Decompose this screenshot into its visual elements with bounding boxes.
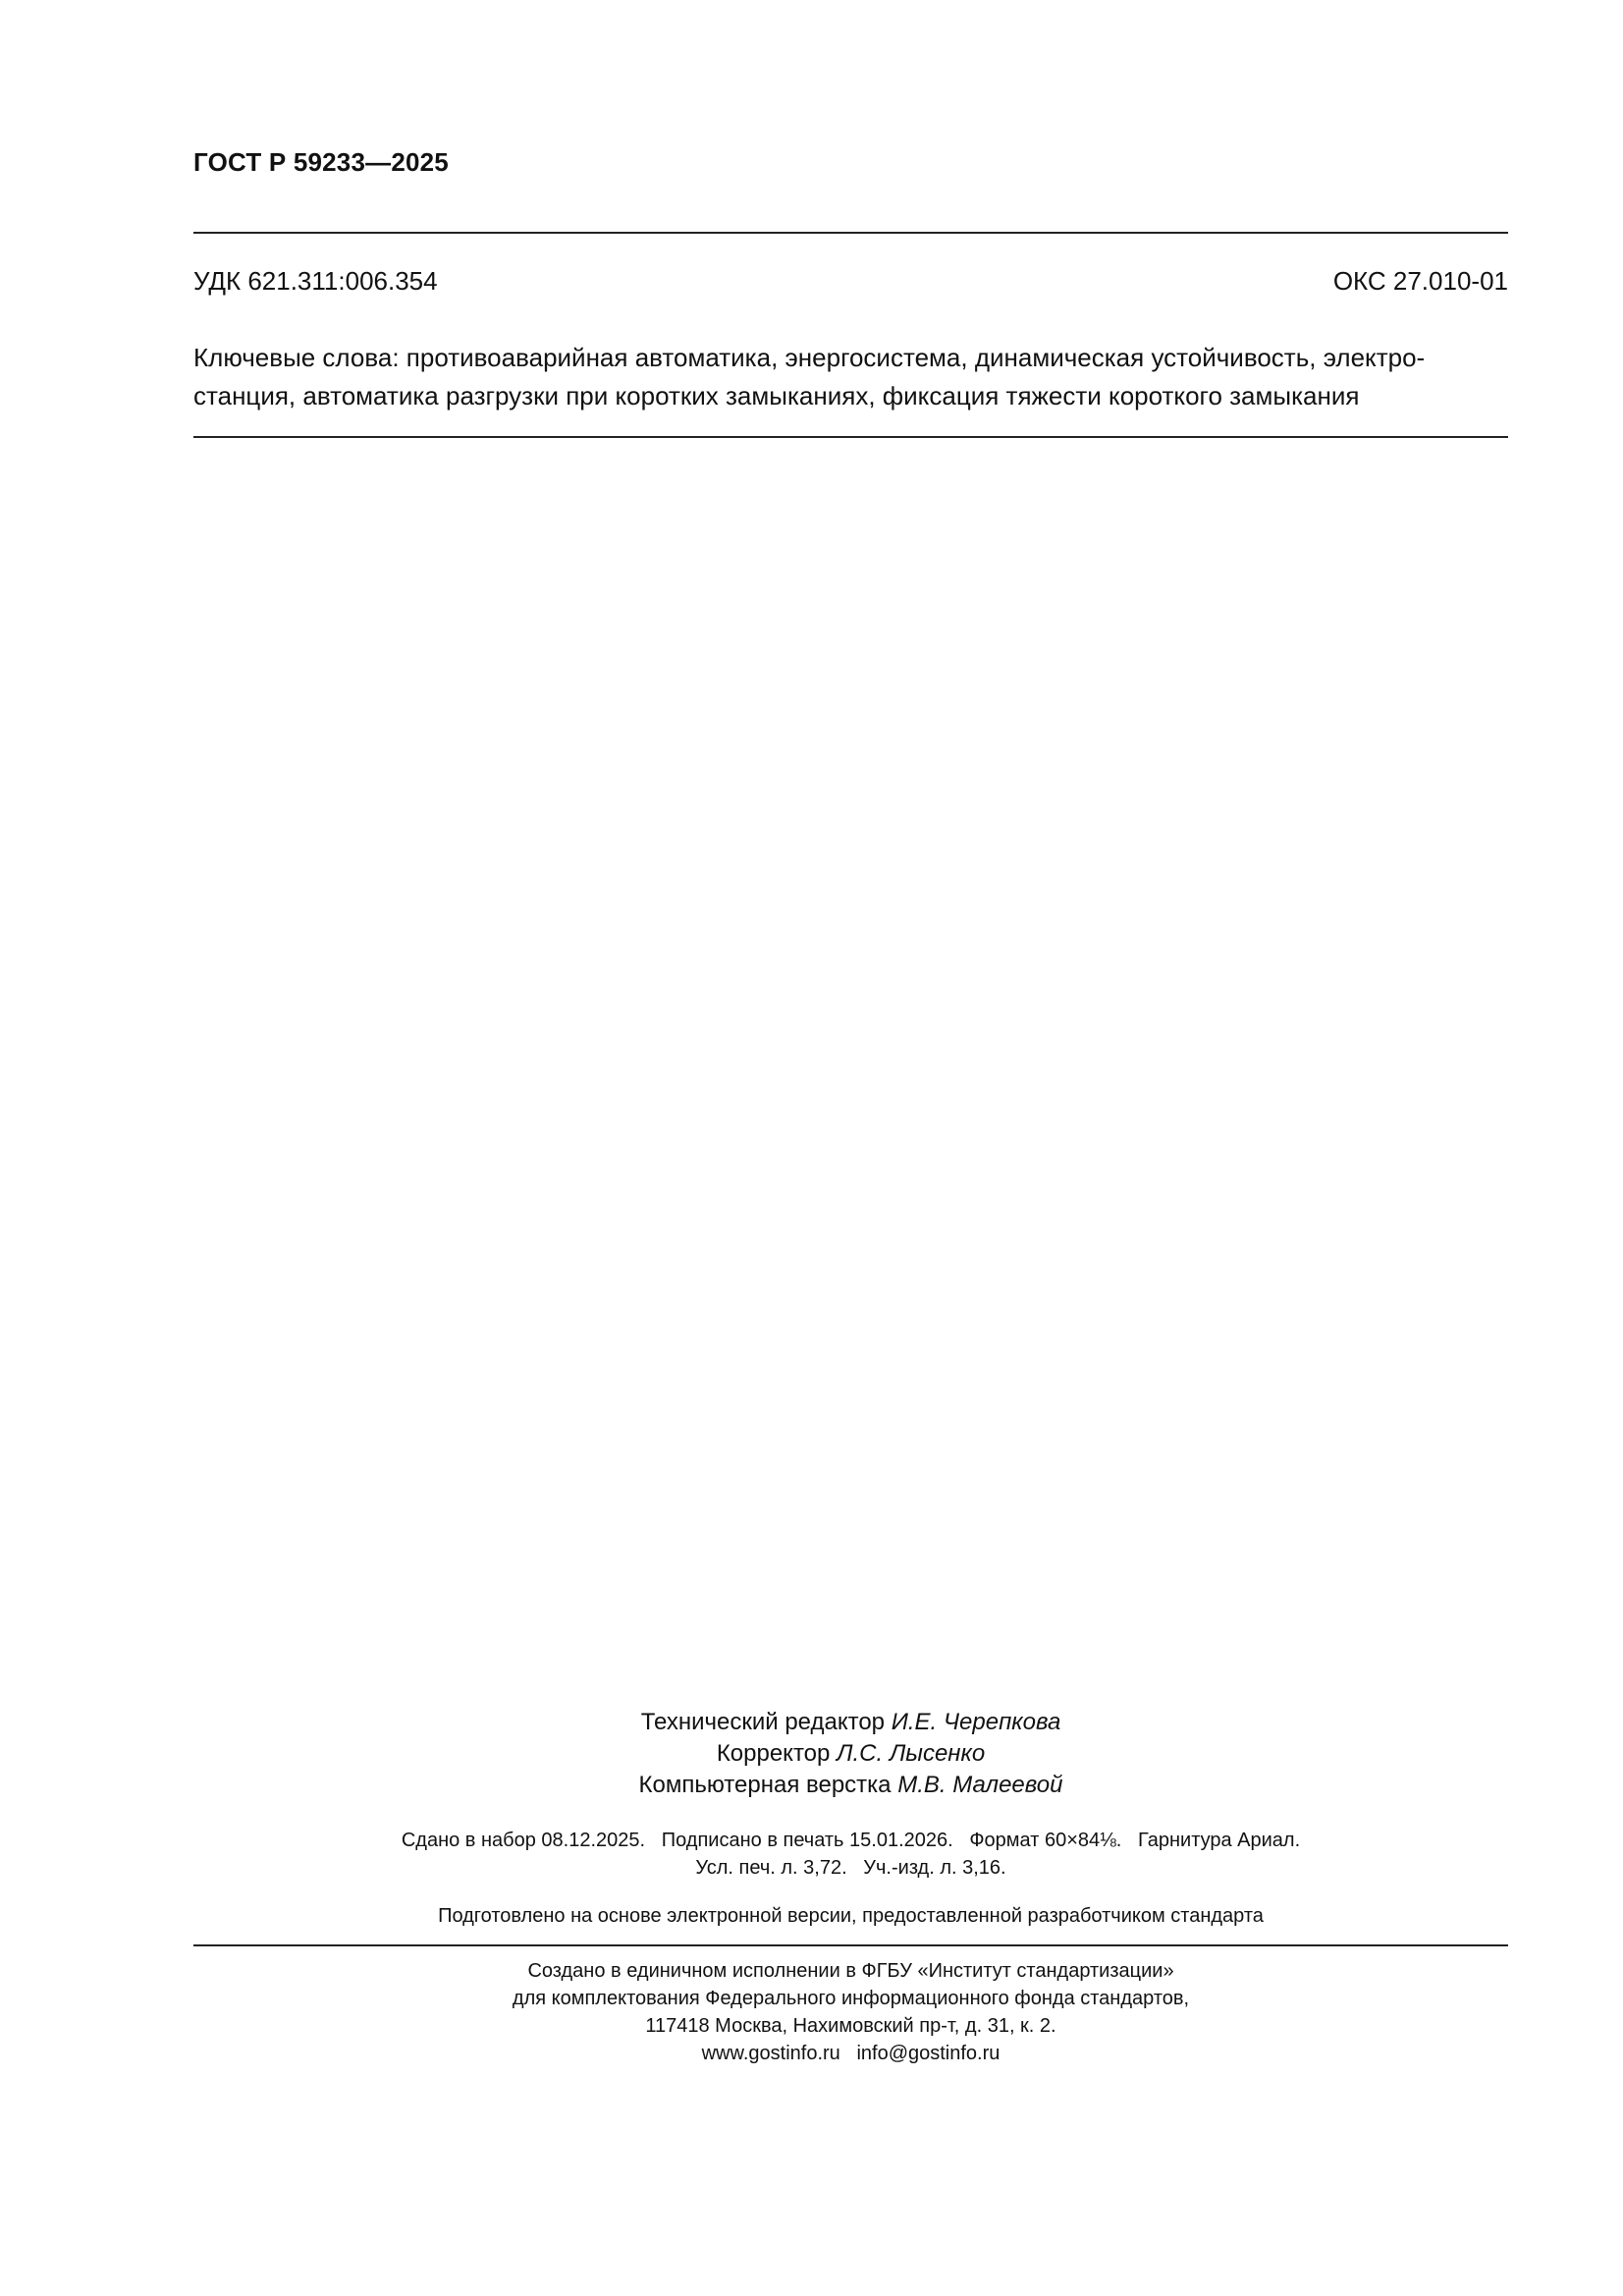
- credits-block: [193, 1707, 1508, 1801]
- keywords-divider: [193, 436, 1508, 438]
- prepared-note: Подготовлено на основе электронной версии, предоставленной разработчиком стандарта: [438, 1905, 1264, 1927]
- footer-line: Создано в единичном исполнении в ФГБУ «Институт стандартизации»: [527, 1960, 1174, 1982]
- credit-role: Технический редактор: [640, 1709, 892, 1735]
- footer-line: 117418 Москва, Нахимовский пр-т, д. 31, к. 2.: [645, 2015, 1056, 2037]
- oks-code: ОКС 27.010-01: [1332, 266, 1508, 296]
- tech-editor-credit: [193, 1707, 1508, 1738]
- credit-name: М.В. Малеевой: [897, 1772, 1063, 1798]
- corrector-credit: [193, 1738, 1508, 1770]
- credit-role: Корректор: [716, 1740, 838, 1767]
- imprint-block: [193, 1827, 1508, 1882]
- credit-name: Л.С. Лысенко: [837, 1740, 986, 1767]
- credit-role: Компьютерная верстка: [638, 1772, 898, 1798]
- publisher-footer: [193, 1957, 1508, 2067]
- keywords-line: Ключевые слова: противоаварийная автоматика, энергосистема, динамическая устойчивость, электро-: [193, 343, 1426, 372]
- credit-name: И.Е. Черепкова: [891, 1709, 1061, 1735]
- udk-code: УДК 621.311:006.354: [193, 266, 438, 296]
- layout-credit: [193, 1770, 1508, 1801]
- document-code: ГОСТ Р 59233—2025: [193, 147, 449, 177]
- keywords-line: станция, автоматика разгрузки при коротких замыканиях, фиксация тяжести короткого замыкания: [193, 381, 1360, 410]
- footer-contacts: www.gostinfo.ru info@gostinfo.ru: [701, 2043, 1001, 2064]
- keywords-block: [193, 339, 1508, 415]
- top-divider: [193, 232, 1508, 234]
- footer-line: для комплектования Федерального информационного фонда стандартов,: [512, 1988, 1190, 2009]
- imprint-line: Усл. печ. л. 3,72. Уч.-изд. л. 3,16.: [695, 1857, 1006, 1879]
- imprint-line: Сдано в набор 08.12.2025. Подписано в печать 15.01.2026. Формат 60×84⅛. Гарнитура Ариал.: [401, 1830, 1301, 1851]
- footer-divider: [193, 1944, 1508, 1946]
